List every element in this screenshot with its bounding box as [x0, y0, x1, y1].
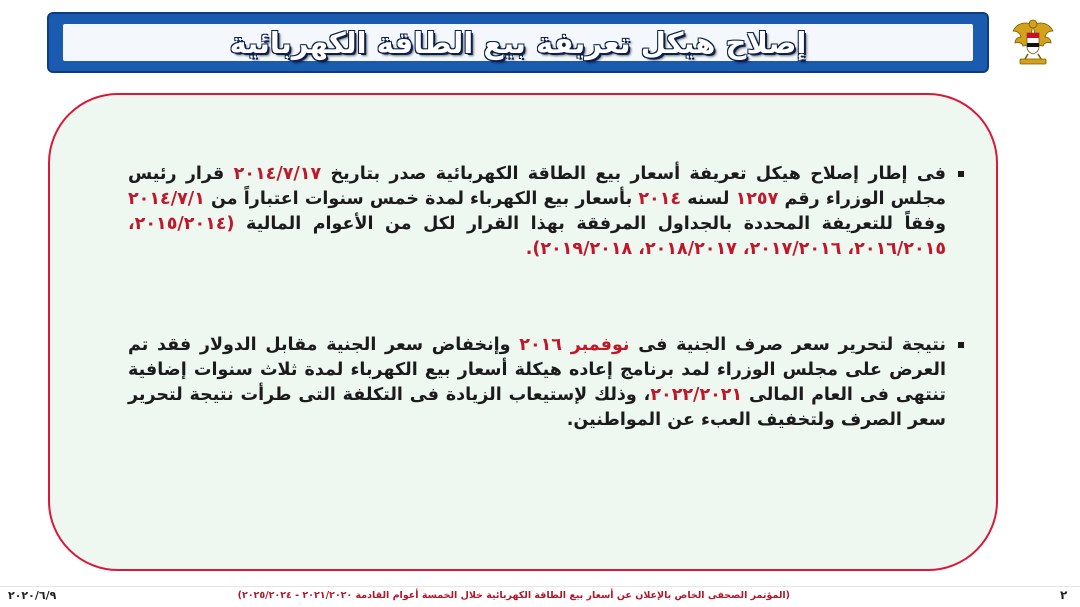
text-run: لسنه — [681, 189, 736, 209]
text-run: نتيجة لتحرير سعر صرف الجنية فى — [629, 335, 946, 355]
text-run: قرار رئيس مجلس الوزراء رقم — [128, 164, 947, 209]
bullet-square-icon — [958, 171, 964, 177]
text-run: وإنخفاض سعر الجنية مقابل الدولار فقد تم العرض على مجلس الوزراء لمد برنامج إعاده هيكلة أسعار بيع الكهرباء لمدة ثلاث سنوات إضافية تنتهى فى العام المالى — [128, 335, 946, 405]
text-run: ، وذلك لإستيعاب الزيادة فى التكلفة التى طرأت نتيجة لتحرير سعر الصرف ولتخفيف العبء عن المواطنين. — [128, 385, 946, 430]
text-run: بأسعار بيع الكهرباء لمدة خمس سنوات اعتباراً من — [204, 189, 639, 209]
highlighted-text: ٢٠٢٢/٢٠٢١ — [650, 385, 743, 405]
highlighted-text: (٢٠١٥/٢٠١٤، ٢٠١٦/٢٠١٥، ٢٠١٧/٢٠١٦، ٢٠١٨/٢٠١٧، ٢٠١٩/٢٠١٨). — [128, 214, 946, 259]
paragraph-text — [128, 335, 946, 430]
highlighted-text: ٢٠١٤ — [638, 189, 682, 209]
bullet-paragraph-2 — [128, 333, 946, 433]
text-run: فى إطار إصلاح هيكل تعريفة أسعار بيع الطاقة الكهربائية صدر بتاريخ — [321, 164, 946, 184]
footer-date: ٢٠٢٠/٦/٩ — [8, 589, 57, 602]
bullet-square-icon — [958, 342, 964, 348]
highlighted-text: ٢٠١٤/٧/١٧ — [233, 164, 322, 184]
text-run: وفقاً للتعريفة المحددة بالجداول المرفقة بهذا القرار لكل من الأعوام المالية — [234, 214, 946, 234]
highlighted-text: ٢٠١٤/٧/١ — [128, 189, 205, 209]
highlighted-text: ١٢٥٧ — [735, 189, 779, 209]
paragraph-text — [128, 164, 946, 259]
footer-divider — [0, 586, 1080, 587]
title-bar — [47, 12, 989, 73]
highlighted-text: نوفمبر ٢٠١٦ — [519, 335, 630, 355]
footer-caption: (المؤتمر الصحفى الخاص بالإعلان عن أسعار بيع الطاقة الكهربائية خلال الخمسة أعوام القادمة ٢٠٢١/٢٠٢٠ - ٢٠٢٥/٢٠٢٤) — [237, 590, 790, 601]
bullet-paragraph-1 — [128, 162, 946, 262]
page-title: إصلاح هيكل تعريفة بيع الطاقة الكهربائية — [229, 25, 807, 60]
page-number: ٢ — [1060, 588, 1068, 602]
egypt-eagle-emblem-icon — [1011, 15, 1055, 69]
